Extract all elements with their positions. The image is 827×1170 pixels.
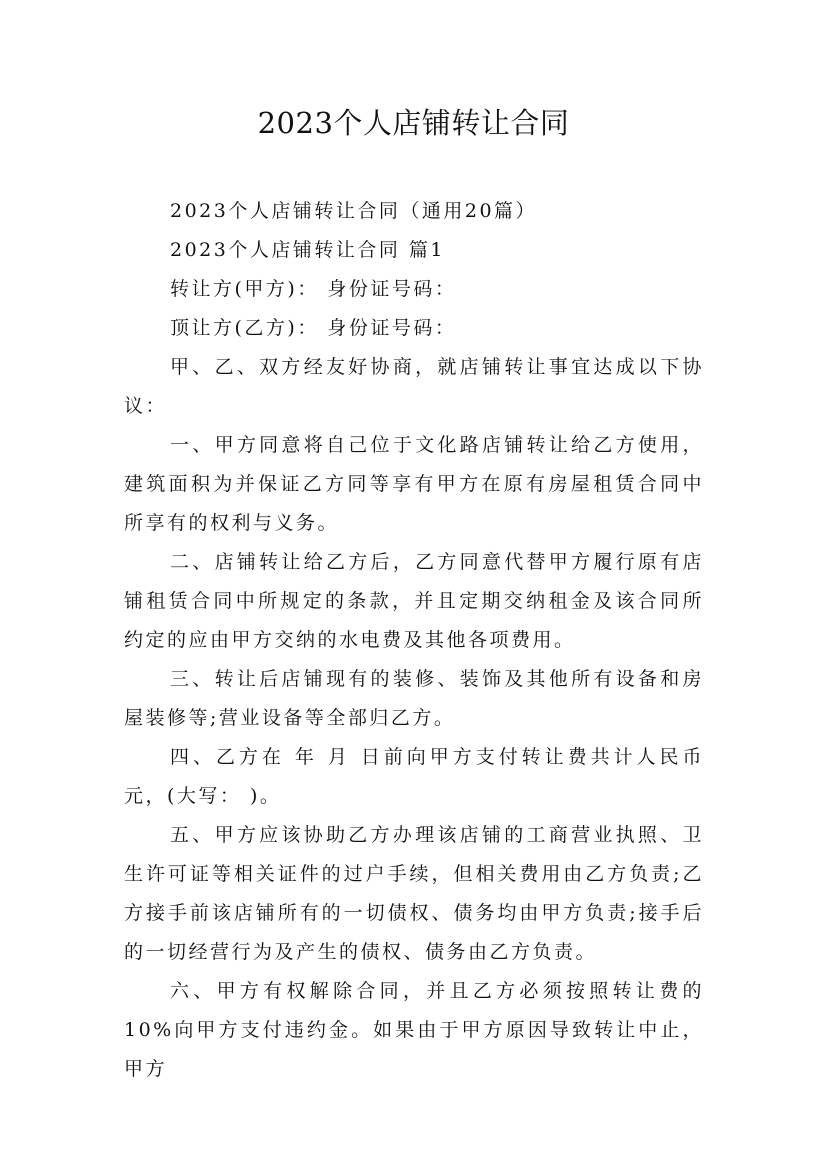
paragraph-subtitle: 2023个人店铺转让合同（通用20篇） xyxy=(170,200,538,222)
paragraph-clause-1: 一、甲方同意将自己位于文化路店铺转让给乙方使用，建筑面积为并保证乙方同等享有甲方在原有房屋租赁合同中所享有的权利与义务。 xyxy=(124,434,704,534)
document-title: 2023个人店铺转让合同 xyxy=(257,106,570,140)
paragraph-clause-5: 五、甲方应该协助乙方办理该店铺的工商营业执照、卫生许可证等相关证件的过户手续，但相关费用由乙方负责;乙方接手前该店铺所有的一切债权、债务均由甲方负责;接手后的一切经营行为及产生的债权、债务由乙方负责。 xyxy=(124,824,704,963)
paragraph-clause-3: 三、转让后店铺现有的装修、装饰及其他所有设备和房屋装修等;营业设备等全部归乙方。 xyxy=(124,668,704,729)
paragraph-clause-2: 二、店铺转让给乙方后，乙方同意代替甲方履行原有店铺租赁合同中所规定的条款，并且定期交纳租金及该合同所约定的应由甲方交纳的水电费及其他各项费用。 xyxy=(124,551,704,651)
paragraph-clause-4: 四、乙方在 年 月 日前向甲方支付转让费共计人民币 元，(大写： )。 xyxy=(124,746,704,807)
paragraph-transferor: 转让方(甲方)： 身份证号码： xyxy=(170,278,457,300)
document-body xyxy=(124,192,704,1089)
paragraph-clause-6: 六、甲方有权解除合同，并且乙方必须按照转让费的10%向甲方支付违约金。如果由于甲方原因导致转让中止，甲方 xyxy=(124,980,704,1080)
paragraph-agreement-intro: 甲、乙、双方经友好协商，就店铺转让事宜达成以下协议： xyxy=(124,356,704,417)
paragraph-transferee: 顶让方(乙方)： 身份证号码： xyxy=(170,317,457,339)
paragraph-section-heading: 2023个人店铺转让合同 篇1 xyxy=(170,239,445,261)
